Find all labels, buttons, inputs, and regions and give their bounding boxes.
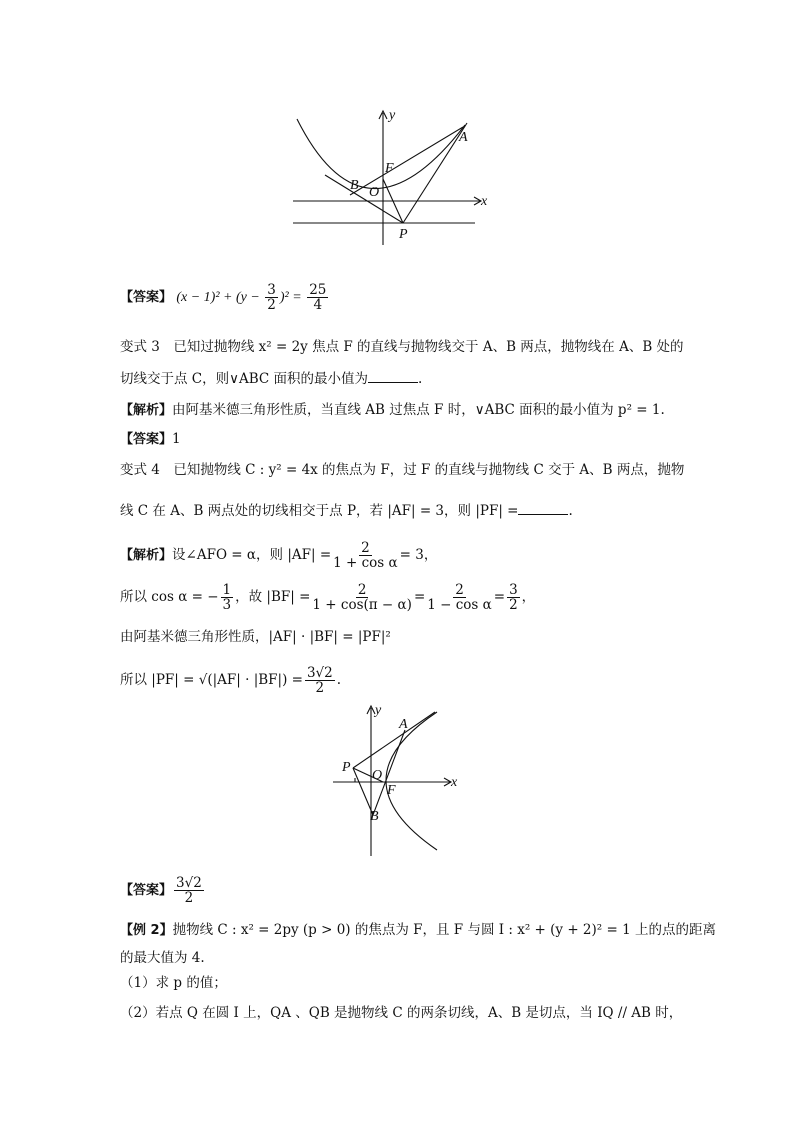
answer2-line (120, 876, 206, 905)
tangent-at-A (403, 123, 467, 223)
variant4-line2-text: 线 C 在 A、B 两点处的切线相交于点 P，若 |AF| = 3，则 |PF| = (120, 503, 519, 519)
answer1-expr-c: )² = (279, 290, 306, 305)
label-P: P (342, 760, 351, 775)
answer2-frac (174, 876, 204, 905)
frac-den: 2 (315, 680, 325, 696)
label-A: A (459, 130, 468, 145)
frac-den: 1 + cos(π − α) (312, 597, 412, 613)
frac-den: 1 + cos α (333, 555, 398, 571)
a2-eq: = (413, 589, 426, 605)
answer-blank (368, 370, 418, 383)
a2-post: ， (521, 589, 536, 605)
frac-den: 2 (509, 597, 518, 613)
example2-line1 (120, 920, 716, 941)
a4-post: . (336, 672, 342, 688)
variant4-analysis-2 (120, 583, 535, 612)
answer1-frac1 (265, 283, 278, 312)
label-B: B (350, 178, 359, 193)
answer-blank (518, 502, 568, 515)
frac-num: 2 (357, 582, 367, 598)
figure-parabola-2 (325, 700, 465, 860)
label-x: x (481, 194, 488, 209)
label-F: F (387, 783, 396, 798)
tangent-at-B (325, 175, 403, 223)
frac-num: 3 (509, 582, 518, 598)
a2-eq2: = (493, 589, 506, 605)
a1-pre: 设∠AFO = α，则 |AF| = (172, 547, 332, 563)
frac-num: 3√2 (306, 665, 333, 681)
a2-frac2 (312, 583, 412, 612)
variant4-analysis-3: 由阿基米德三角形性质，|AF| · |BF| = |PF|² (120, 629, 391, 645)
label-y: y (389, 108, 396, 123)
variant3-answer-value: 1 (172, 431, 181, 447)
parabola-curve (386, 712, 437, 850)
example-tag: 【例 2】 (120, 923, 173, 938)
answer1-expr-a: (x − 1) (176, 290, 216, 305)
frac-num: 2 (455, 582, 464, 598)
tangent-at-B (353, 768, 373, 815)
variant4-analysis-4 (120, 666, 341, 695)
example2-q2: （2）若点 Q 在圆 I 上，QA 、QB 是抛物线 C 的两条切线，A、B 是切点，当 IQ // AB 时， (120, 1005, 683, 1021)
label-P: P (399, 227, 408, 242)
frac-den: 4 (313, 297, 323, 313)
answer1-line (120, 283, 330, 312)
frac-num: 3 (267, 282, 276, 298)
example2-q1: （1）求 p 的值； (120, 975, 227, 991)
analysis-tag: 【解析】 (120, 403, 173, 418)
frac-den: 2 (267, 297, 276, 313)
a2-pre: 所以 cos α = − (120, 589, 219, 605)
variant3-line2-text: 切线交于点 C，则∨ABC 面积的最小值为 (120, 371, 369, 387)
variant4-line2-end: . (568, 503, 573, 519)
example2-line1-text: 抛物线 C : x² = 2py (p > 0) 的焦点为 F，且 F 与圆 I : x² + (y + 2)² = 1 上的点的距离 (172, 922, 716, 938)
answer1-expr-b: ² + (y − (215, 290, 264, 305)
frac-den: 2 (184, 890, 194, 906)
label-y: y (375, 703, 382, 718)
a2-frac4 (507, 583, 520, 612)
a2-mid: ，故 |BF| = (235, 589, 311, 605)
frac-den: 1 − cos α (427, 597, 492, 613)
answer1-frac2 (307, 283, 328, 312)
variant4-line1: 变式 4 已知抛物线 C : y² = 4x 的焦点为 F，过 F 的直线与抛物线 C 交于 A、B 两点，抛物 (120, 462, 685, 478)
variant3-line2-end: . (418, 371, 423, 387)
label-O: O (372, 768, 383, 783)
frac-num: 1 (222, 582, 232, 598)
a4-pre: 所以 |PF| = √(|AF| · |BF|) = (120, 672, 303, 688)
frac-num: 3√2 (176, 875, 202, 891)
label-A: A (399, 717, 408, 732)
frac-num: 2 (361, 540, 370, 556)
frac-num: 25 (309, 282, 327, 298)
parabola-curve (297, 119, 465, 189)
variant4-analysis-1 (120, 541, 437, 570)
answer-tag: 【答案】 (120, 883, 173, 898)
frac-den: 3 (222, 597, 232, 613)
answer-tag: 【答案】 (120, 432, 173, 447)
a1-frac (333, 541, 398, 570)
label-O: O (369, 185, 380, 200)
variant3-line1: 变式 3 已知过抛物线 x² = 2y 焦点 F 的直线与抛物线交于 A、B 两点，抛物线在 A、B 处的 (120, 339, 684, 355)
analysis-tag: 【解析】 (120, 548, 173, 563)
a2-frac3 (427, 583, 492, 612)
answer1-tag: 【答案】 (120, 290, 173, 305)
variant3-line2 (120, 369, 422, 389)
variant3-analysis-text: 由阿基米德三角形性质，当直线 AB 过焦点 F 时，∨ABC 面积的最小值为 p² = 1. (172, 402, 665, 418)
label-B: B (370, 809, 379, 824)
chord-AB (350, 127, 463, 195)
label-F: F (385, 161, 394, 176)
figure-parabola-1 (285, 105, 495, 250)
a2-frac1 (221, 583, 234, 612)
label-x: x (451, 775, 458, 790)
a4-frac (305, 666, 335, 695)
variant3-analysis (120, 400, 665, 421)
a1-post: = 3， (399, 547, 438, 563)
variant4-line2 (120, 501, 573, 521)
variant3-answer (120, 429, 181, 450)
example2-line2: 的最大值为 4. (120, 950, 205, 966)
